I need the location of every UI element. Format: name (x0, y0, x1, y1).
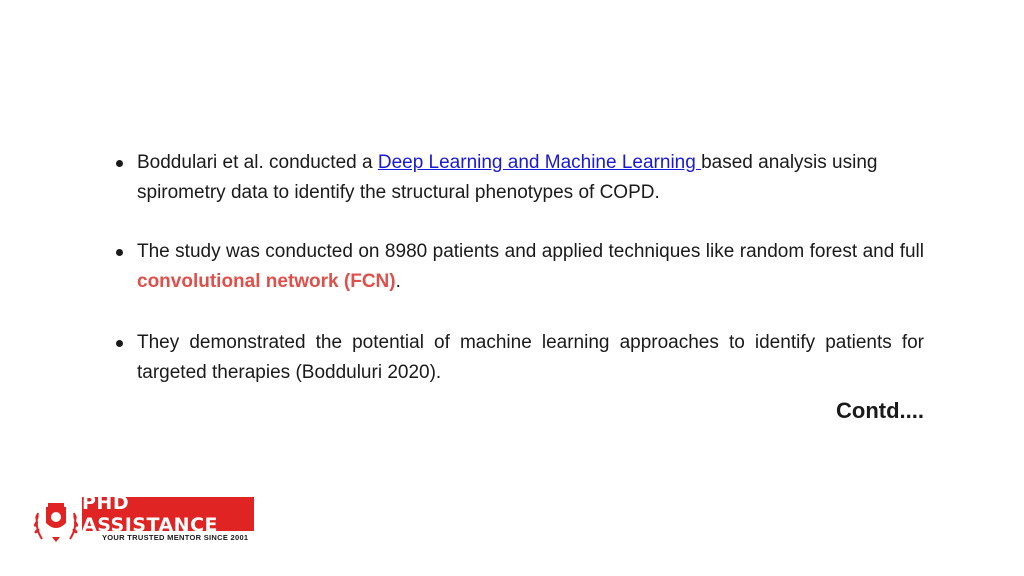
bullet-dot-icon (116, 249, 123, 256)
bullet-item (112, 237, 924, 297)
logo-text: PHD ASSISTANCE (82, 492, 218, 536)
logo-banner (82, 492, 254, 536)
laurel-emblem-icon (32, 499, 80, 543)
bullet-list (112, 148, 924, 388)
logo-tagline: YOUR TRUSTED MENTOR SINCE 2001 (102, 533, 249, 542)
bullet-dot-icon (116, 160, 123, 167)
bullet-dot-icon (116, 340, 123, 347)
bullet-item (112, 148, 924, 208)
bullet-text: Boddulari et al. conducted a (137, 152, 378, 173)
phd-assistance-logo (32, 492, 254, 545)
bullet-item (112, 328, 924, 388)
bullet-text: They demonstrated the potential of machine learning approaches to identify patients for targeted therapies (Bodduluri 2020). (137, 332, 924, 383)
deep-learning-link[interactable]: Deep Learning and Machine Learning (377, 152, 702, 173)
bullet-text: The study was conducted on 8980 patients and applied techniques like random forest and full (137, 241, 924, 262)
bullet-text: based analysis using spirometry data to identify the structural phenotypes of COPD. (137, 152, 878, 203)
bullet-text: . (395, 271, 401, 292)
highlight-term: convolutional network (FCN) (137, 271, 396, 292)
contd-label: Contd.... (836, 398, 924, 423)
